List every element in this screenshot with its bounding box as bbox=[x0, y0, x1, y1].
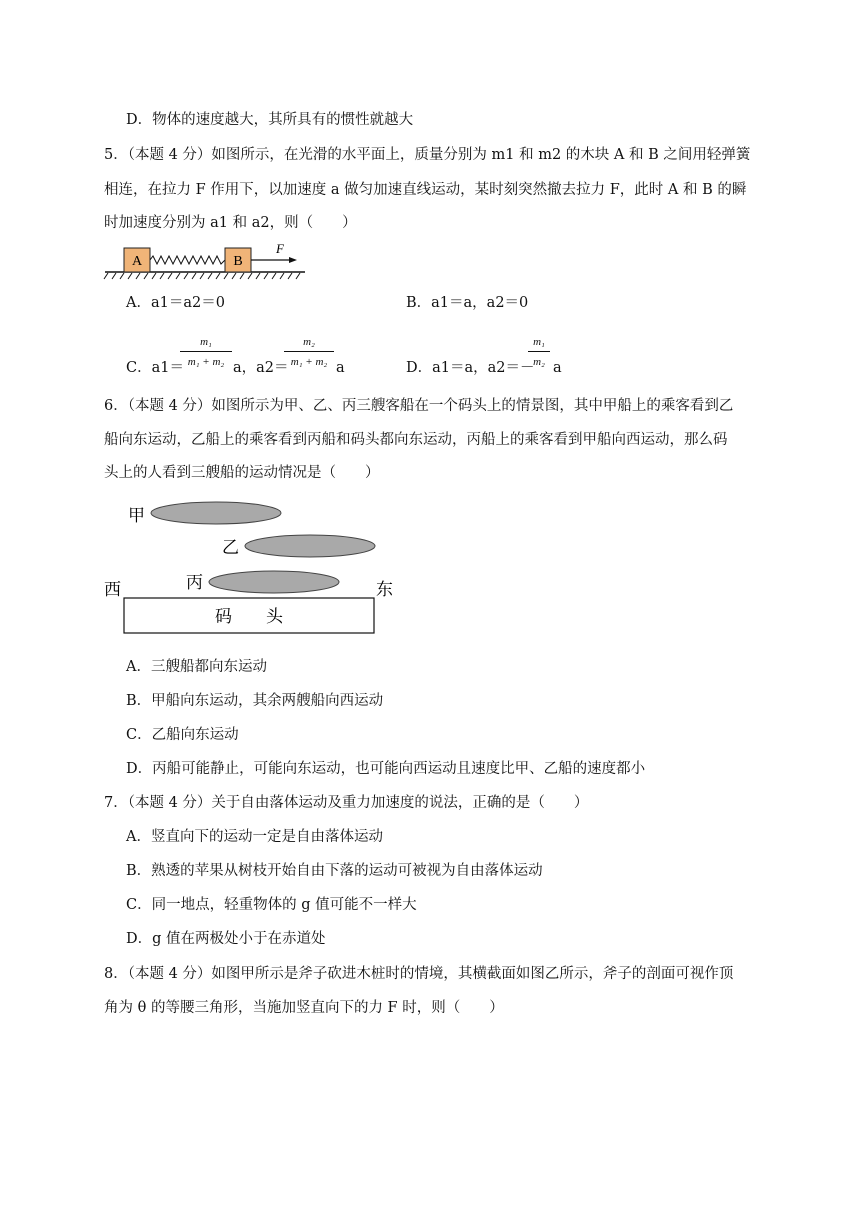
force-label: F bbox=[276, 241, 284, 256]
q6-stem-line-1: 6．（本题 4 分）如图所示为甲、乙、丙三艘客船在一个码头上的情景图，其中甲船上的乘客看到乙 bbox=[104, 398, 734, 414]
fraction-bar bbox=[180, 351, 232, 352]
q7-option-d: D．g 值在两极处小于在赤道处 bbox=[126, 931, 326, 947]
q6-stem-line-2: 船向东运动，乙船上的乘客看到丙船和码头都向东运动，丙船上的乘客看到甲船向西运动，那么码 bbox=[104, 432, 728, 448]
q6-ships-figure bbox=[100, 495, 410, 640]
q6-option-c: C．乙船向东运动 bbox=[126, 727, 239, 743]
q5-option-a: A．a1＝a2＝0 bbox=[126, 295, 225, 311]
fraction-denominator: m₂ bbox=[533, 356, 545, 368]
q5-option-d-fraction bbox=[528, 336, 550, 376]
ship-bing-label: 丙 bbox=[186, 573, 203, 593]
ship-yi-label: 乙 bbox=[222, 538, 239, 558]
q6-option-a: A．三艘船都向东运动 bbox=[126, 659, 267, 675]
q5-spring-figure bbox=[100, 238, 310, 284]
ship-jia-label: 甲 bbox=[128, 506, 145, 526]
q5-option-b: B．a1＝a，a2＝0 bbox=[406, 295, 529, 311]
ship-jia bbox=[151, 502, 281, 524]
q5-option-c-fraction-1 bbox=[180, 336, 232, 376]
q6-option-d: D．丙船可能静止，可能向东运动，也可能向西运动且速度比甲、乙船的速度都小 bbox=[126, 761, 646, 777]
q7-option-b: B．熟透的苹果从树枝开始自由下落的运动可被视为自由落体运动 bbox=[126, 863, 543, 879]
q5-option-c-suffix: a bbox=[336, 360, 345, 376]
q4-option-d: D．物体的速度越大，其所具有的惯性就越大 bbox=[126, 112, 414, 128]
q5-option-c-mid: a，a2＝ bbox=[233, 360, 289, 376]
spring bbox=[150, 256, 225, 264]
dock-label: 码 头 bbox=[215, 607, 283, 627]
ship-bing bbox=[209, 571, 339, 593]
q5-option-d-suffix: a bbox=[553, 360, 562, 376]
q5-option-c-fraction-2 bbox=[284, 336, 334, 376]
q5-option-c-prefix: C．a1＝ bbox=[126, 360, 184, 376]
q5-stem-line-1: 5．（本题 4 分）如图所示，在光滑的水平面上，质量分别为 m1 和 m2 的木块 A 和 B 之间用轻弹簧 bbox=[104, 147, 751, 163]
ship-yi bbox=[245, 535, 375, 557]
west-label: 西 bbox=[104, 580, 121, 600]
q7-stem: 7．（本题 4 分）关于自由落体运动及重力加速度的说法，正确的是（ ） bbox=[104, 795, 589, 811]
fraction-bar bbox=[528, 351, 550, 352]
q5-stem-line-2: 相连，在拉力 F 作用下，以加速度 a 做匀加速直线运动，某时刻突然撤去拉力 F，此时 A 和 B 的瞬 bbox=[104, 182, 747, 198]
q7-option-a: A．竖直向下的运动一定是自由落体运动 bbox=[126, 829, 383, 845]
fraction-numerator: m₁ bbox=[200, 336, 212, 348]
fraction-bar bbox=[284, 351, 334, 352]
q6-option-b: B．甲船向东运动，其余两艘船向西运动 bbox=[126, 693, 384, 709]
fraction-denominator: m₁ + m₂ bbox=[290, 356, 328, 368]
q5-stem-line-3: 时加速度分别为 a1 和 a2，则（ ） bbox=[104, 215, 357, 231]
fraction-denominator: m₁ + m₂ bbox=[187, 356, 225, 368]
q5-option-d-prefix: D．a1＝a，a2＝－ bbox=[406, 360, 535, 376]
ground-hatch bbox=[104, 273, 300, 279]
q7-option-c: C．同一地点，轻重物体的 g 值可能不一样大 bbox=[126, 897, 417, 913]
fraction-numerator: m₁ bbox=[533, 336, 545, 348]
east-label: 东 bbox=[376, 580, 393, 600]
block-b-label: B bbox=[233, 254, 243, 269]
force-arrowhead bbox=[289, 257, 297, 263]
q8-stem-line-1: 8．（本题 4 分）如图甲所示是斧子砍进木桩时的情境，其横截面如图乙所示，斧子的剖面可视作顶 bbox=[104, 966, 734, 982]
block-a-label: A bbox=[131, 254, 143, 269]
q8-stem-line-2: 角为 θ 的等腰三角形，当施加竖直向下的力 F 时，则（ ） bbox=[104, 1000, 504, 1016]
q6-stem-line-3: 头上的人看到三艘船的运动情况是（ ） bbox=[104, 465, 380, 481]
fraction-numerator: m₂ bbox=[303, 336, 315, 348]
